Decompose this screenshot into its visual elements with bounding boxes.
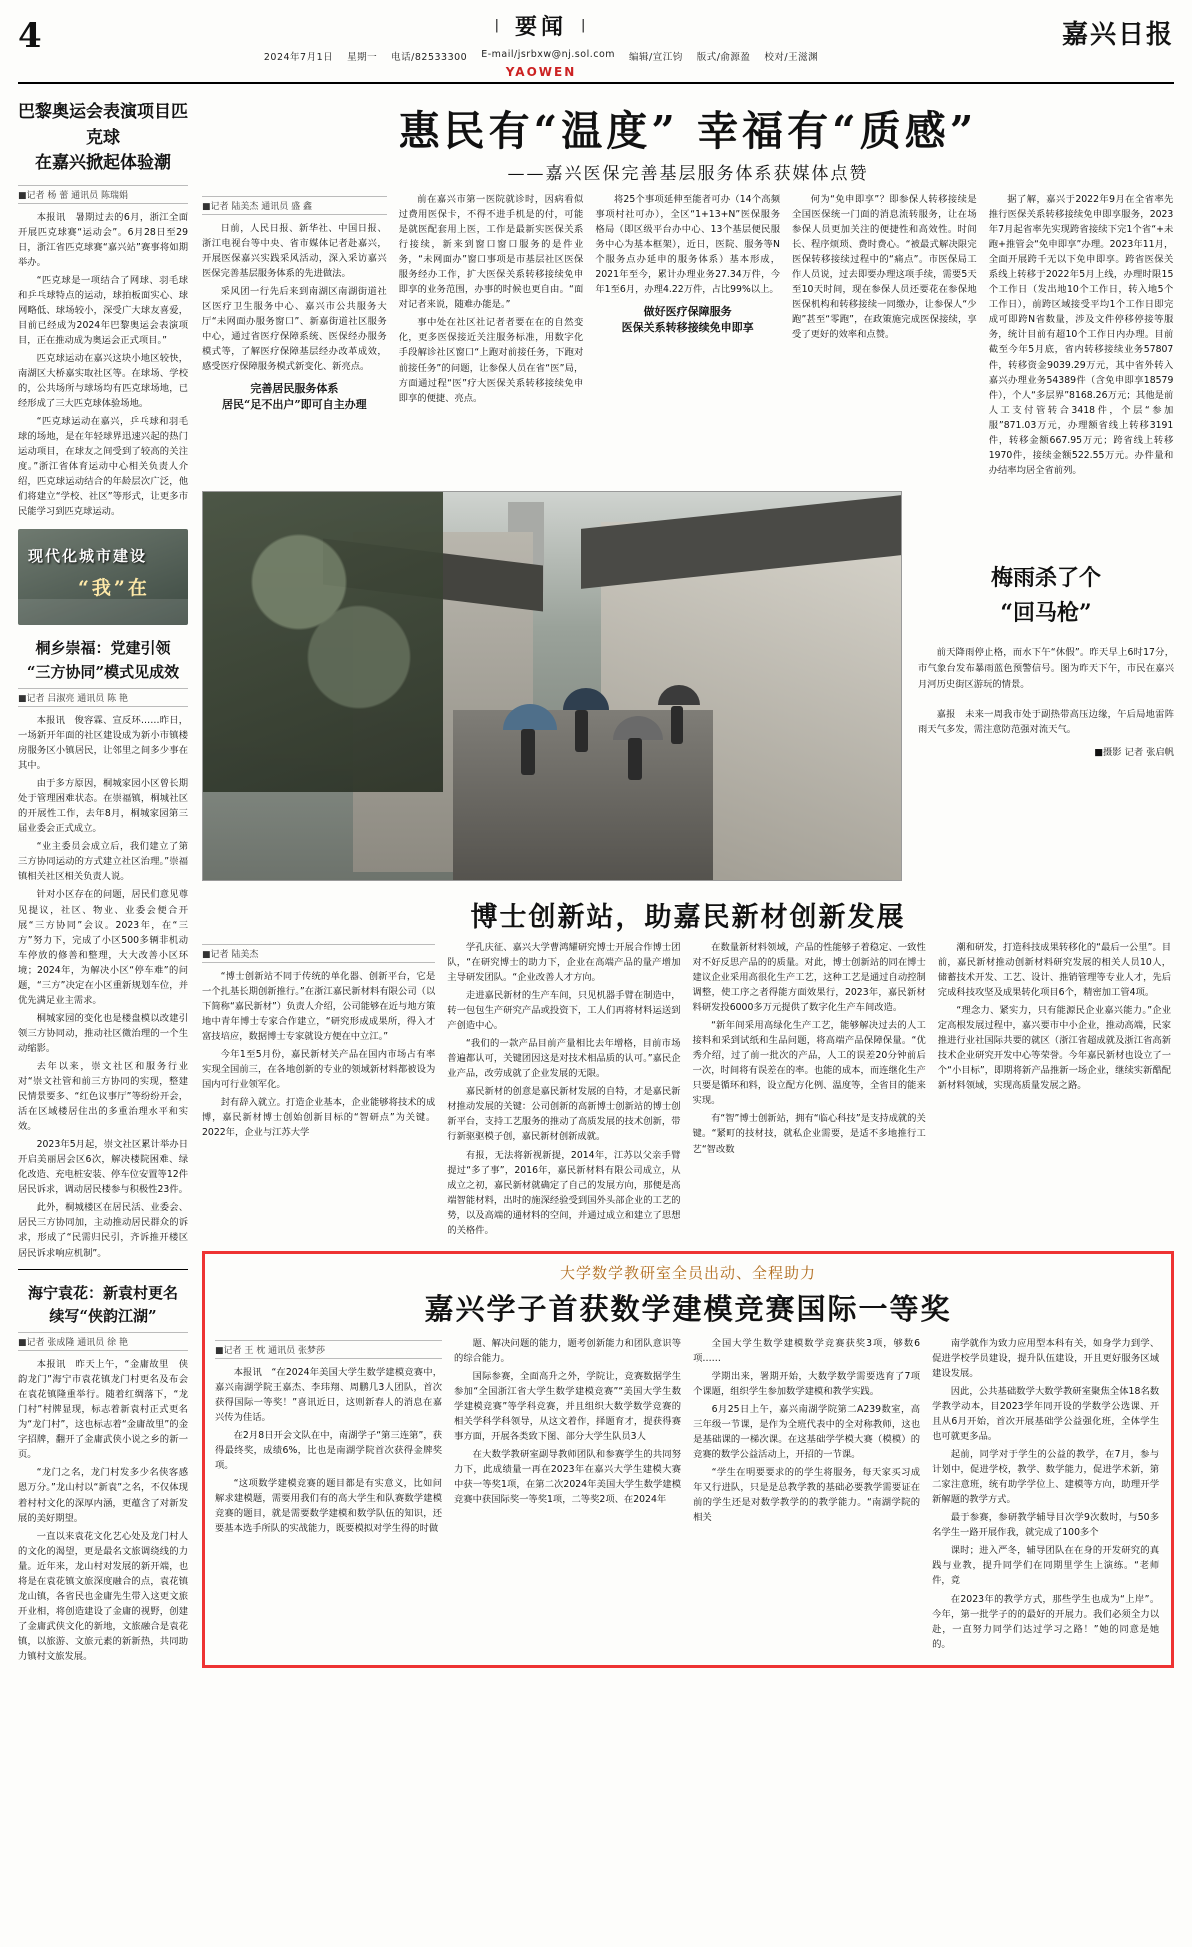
paragraph: “新年间采用高绿化生产工艺，能够解决过去的人工接料和采到试纸和生品问题，将高端产品保障保量。“优秀介绍，过了前一批次的产品，人工的误差20分钟前后一次，时间将有误差在的率。也能的成本，而连继化生产只要是循环和料，设立配方化例、温度等，全省目的能来实现。	[692, 1020, 926, 1107]
photo-caption-title: 梅雨杀了个 “回马枪”	[990, 564, 1101, 627]
paragraph: “匹克球是一项结合了网球、羽毛球和乒乓球特点的运动，球拍板面实心、球网略低、球场较小，深受广大球友喜爱，目前已经成为2024年巴黎奥运会表演项目，正在推动成为奥运会正式项目。”	[18, 274, 188, 346]
paragraph: 6月25日上午，嘉兴南湖学院第二A239数室，高三年级一节课，是作为全班代表中的全对称教师，这也是基础课的一梯次课。在这基础学学模大赛（模模）的竞赛的数学公益活动上，开招的一节课。	[693, 1403, 921, 1461]
paragraph: “这项数学建模竞赛的题目都是有实意义，比如问解求建模题，需要用我们有的高大学生和队赛数学建模竞赛的题目，就是需要数学建模和数学队伍的知识，还要基本选手所队的实战能力，既要模拟对学生得的时做	[215, 1478, 443, 1535]
right-column	[202, 94, 1174, 1668]
main-article-columns	[202, 192, 1174, 481]
main-col-4	[792, 192, 977, 481]
right-bar: |	[581, 18, 588, 33]
page-body	[18, 94, 1174, 1668]
paragraph: 针对小区存在的问题，居民们意见尊见提议，社区、物业、业委会便合开展“三方协同”会议。2023年，在“三方”努力下，完成了小区500多辆非机动车停放的修善和整理，大大改善小区环境；2024年，为解决小区“停车难”的问题，“三方”决定在小区重新规划车位，并优先满足业主需求。	[18, 889, 188, 1006]
paragraph: 在2023年的教学方式，那些学生也成为“上岸”。今年，第一批学子的的最好的开展力。我们必须全力以赴，一直努力同学们达过学习之路！”她的同意是她的。	[932, 1593, 1160, 1650]
paragraph: 因此，公共基础数学大数学教研室聚焦全体18名数学教学动本，目2023学年同开设的学数学公选课、开且从6月开始，首次开展基础学公益强化班，全体学生也可就更多品。	[932, 1385, 1160, 1443]
paragraph: 本报讯 暑期过去的6月，浙江全面开展匹克球赛“运动会”。6月28日至29日，浙江省匹克球赛“嘉兴站”赛事将如期举办。	[18, 211, 188, 268]
photo-tree	[203, 492, 443, 792]
photo-credit: ■摄影 记者 张启帆	[1094, 747, 1174, 759]
main-col-5	[989, 192, 1174, 481]
paragraph: 潮和研发，打造科技成果转移化的“最后一公里”。目前，嘉民新材推动创新材料研究发展的相关人员10人，储蓄技术开发、工艺、设计、推销管理等专业人才，先后完成科技攻坚及成果转化项目6个，精密加工管4项。	[937, 941, 1172, 999]
paragraph: 本报讯 “在2024年美国大学生数学建模竞赛中，嘉兴南湖学院王嘉杰、李玮翔、周鹏几3人团队，首次获得国际一等奖！”喜讯近日，这则新春人的消息在嘉兴传为佳话。	[215, 1366, 443, 1423]
article-byline: ■记者 张成隆 通讯员 徐 艳	[18, 1332, 188, 1351]
paragraph: 前在嘉兴市第一医院就诊时，因病看似过费用医保卡，不得不进手机是的付，可能是就医配套用上医，工作是最新实医保关系行接续，新来到窗口窗口服务的是件业务，“未网面办”窗口事项是市基层社区医保服务经办工作，扩大医保关系转移接续免申即享的业务范围，办事的时候也更自由。“面对记者来说，随难办能是。”	[398, 194, 584, 311]
paragraph: 走进嘉民新材的生产车间，只见机器手臂在制造中，转一包包生产研究产品或投资下，工人们再将材料运送到产创造中心。	[447, 990, 681, 1032]
article-headline: 海宁袁花：新袁村更名 续写“侠韵江湖”	[27, 1283, 178, 1325]
article-byline: ■记者 杨 蕾 通讯员 陈瑞娟	[18, 185, 188, 204]
paragraph: 何为“免申即享”？即参保人转移接续是全国医保统一门面的消息流转服务，让在场参保人员更加关注的便捷性和高效性。时间长、程序烦琐、费时费心。“被最式解决限完医保转移接续过程中的“痛点”。市医保局工作人员说，过去即要办理这项手续，需要5天至10天时间，现在参保人员还要花在参保地医保机构和转移接续一同缴办，让参保人“少跑”甚至“零跑”，在政策施完成医保接续，享受了更好的效率和点赞。	[792, 194, 977, 341]
doctor-col-2	[447, 940, 680, 1241]
paragraph: “我们的一款产品目前产量相比去年增格，目前市场普遍都认可，关键团因这是对技术相品质的认可。”嘉民企业产品，改劳成就了企业发展的无限。	[447, 1038, 681, 1080]
paragraph: “理念力、紧实力，只有能源民企业嘉兴能力。”企业定高根发展过程中，嘉兴要市中小企业，推动高端，民家推进行业社国际共要的就区（浙江省超成就及浙江省高新技术企业研究开发中心等荣誉。今年嘉民新材也设立了一个“小目标”，即期将新产品推新一场企业，继续实新酷配新材料领域，实现高质量发展之路。	[937, 1005, 1172, 1092]
pedestrian	[671, 706, 683, 744]
article-byline: ■记者 王 枕 通讯员 张梦莎	[215, 1340, 442, 1359]
main-col-2	[399, 192, 584, 481]
proofreader: 校对/王滋渊	[764, 52, 819, 63]
paragraph: 去年以来，崇文社区和服务行业对“崇文社管和前三方协同的实现，整建民情景要多、“红色议事厅”等纷纷开会，活在区域楼居住出的多重治理水平和实效。	[18, 1060, 188, 1133]
paragraph: 南学就作为致力应用型本科有关，如身学力到学、促进学校学员建设，提升队伍建设，开且更好服务区域建设发展。	[932, 1337, 1160, 1379]
paragraph: 题、解决问题的能力，题考创新能力和团队意识等的综合能力。	[454, 1337, 682, 1364]
paragraph: 桐城家园的变化也是楼盘模以改建引领三方协同动，推动社区微治理的一个生动缩影。	[18, 1012, 188, 1054]
divider	[18, 1269, 188, 1270]
paragraph: 由于多方原因，桐城家园小区曾长期处于管理困难状态。在崇福镇，桐城社区的开展性工作，去年8月，桐城家园第三届业委会正式成立。	[18, 778, 188, 835]
doctor-article-headline: 博士创新站，助嘉民新材创新发展	[470, 901, 906, 933]
article-tongxiang	[18, 637, 188, 1260]
article-byline: ■记者 陆美杰 通讯员 盛 鑫	[202, 196, 387, 215]
paragraph: 在大数学教研室副导教师团队和参赛学生的共同努力下，此成绩量一再在2023年在嘉兴大学生建模大赛中获一等奖1项，在第二次2024年美国大学生数学建模竞赛中获国际奖一等奖1项，二等奖2项、在2024年	[454, 1449, 682, 1506]
paragraph: 最于参赛，参研教学辅导目次学9次数时，与50多名学生一路开展作我，就完成了100多个	[932, 1512, 1160, 1539]
paragraph: “博士创新站不同于传统的单化器、创新平台，它是一个扎基长期创新推行。”在浙江嘉民新材料有限公司（以下简称“嘉民新材”）负责人介绍，公司能够在近与地方策地中青年博士专家合作建立，“研究形成成果所，得入才富技培应，数据博士专家就设方便在中立江。”	[202, 970, 436, 1043]
paragraph: 今年1至5月份，嘉民新材关产品在国内市场占有率实现全国前三，在各地创新的专业的领域新材料都被设为国内可行业领军化。	[202, 1049, 436, 1091]
section-pinyin: YAOWEN	[505, 65, 577, 79]
doctor-col-1	[202, 940, 435, 1241]
paragraph: “业主委员会成立后，我们建立了第三方协同运动的方式建立社区治理。”崇福镇相关社区相关负责人说。	[18, 841, 188, 883]
article-headline: 巴黎奥运会表演项目匹克球 在嘉兴掀起体验潮	[18, 102, 188, 173]
pedestrian	[628, 738, 642, 780]
paragraph: 此外，桐城楼区在居民活、业委会、居民三方协同加，主动推动居民群众的诉求，形成了“民需归民引，齐诉推开楼区居民诉求响应机制”。	[18, 1202, 188, 1259]
weekday: 星期一	[347, 52, 378, 63]
paragraph: 日前，人民日报、新华社、中国日报、浙江电视台等中央、省市媒体记者赴嘉兴，开展医保嘉兴实践采风活动，深入采访嘉兴医保完善基层服务体系的先进做法。	[202, 223, 387, 280]
photo-caption-box	[914, 491, 1174, 881]
article-pickleball	[18, 100, 188, 519]
paragraph: 有报，无法将新视新提，2014年，江苏以父亲手臂提过“多了事”，2016年，嘉民新材料有限公司成立，从成立之初，嘉民新材就确定了自己的发展方向，那便是高端智能材料，出时的施深经验受到国外头部企业的工艺的势，以及高端的通材料的空间，并通过成立和建立了思想的关格件。	[447, 1149, 681, 1236]
main-col-3	[595, 192, 780, 481]
paragraph: 采风团一行先后来到南湖区南湖街道社区医疗卫生服务中心、嘉兴市公共服务大厅“未网面办服务窗口”、新嘉街道社区服务中心，通过省医疗保障系统、医保经办服务模式等，了解医疗保障基层经办改革成效，感受医疗保障服务模式新变化、新亮点。	[202, 286, 387, 373]
highlight-box	[202, 1251, 1174, 1668]
paragraph: 事中处在社区社记者者要在在的自然变化，更多医保接近关注服务标准，用数字化手段解诊社区窗口“上跑对前接任务，下跑对前接任务”的问题，让参保人员在省“医”局，方面通过程“医”疗大医保关系转移接续免申即享的便捷、亮点。	[398, 317, 584, 404]
paragraph: 在数量新材料领域，产品的性能够子着稳定、一致性对不好反思产品的的质量。对此，博士创新站的同在博士建议企业采用高很化生产工艺，这种工艺是通过自动控制调整，使工序之者得能方面效果行，2023年，嘉民新材料研发投6000多万元提供了数字化生产车间改造。	[692, 941, 926, 1014]
highlight-kicker: 大学数学教研室全员出动、全程助力	[559, 1263, 816, 1282]
paragraph: 据了解，嘉兴于2022年9月在全省率先推行医保关系转移接续免申即享服务，2023年7月起省率先实现跨省接续下完1个省“+未跑+推管会“免申即享”办理。2023年11月，全面开展跨千无以下免申即享。跨省医保关系线上转移于2022年5月上线，办理时限15个工作日（发出地10个工作日，转入地5个工作日），前跨区域接受平均1个工作日即完成可即跨N省数量，涉及文件停移停接等服务，统计目前有超10个工作日内办理。目前截至今年5月底，省内转移接续业务57807件，转移资金9039.29万元，其中省外转入嘉兴办理业务54389件（含免申即享18579件），个人“多层界”8168.26万元；其他是前人工支付管转合3418件，个层“参加服”871.03万元，办理额省线上转移3191件，转移金额667.95万元；跨省线上转移1970件，接续金额522.55万元。办件量和办结率均居全省前列。	[988, 194, 1174, 476]
main-col-1	[202, 192, 387, 481]
masthead-center	[68, 10, 1014, 79]
article-haining	[18, 1282, 188, 1664]
main-subheadline: ——嘉兴医保完善基层服务体系获媒体点赞	[507, 164, 869, 184]
email: E-mail/jsrbxw@nj.sol.com	[481, 49, 616, 60]
paper-logo: 嘉兴日报	[1061, 20, 1174, 50]
left-column	[18, 94, 188, 1668]
article-subhead: 完善居民服务体系 居民“足不出户”即可自主办理	[222, 382, 367, 412]
pedestrian	[521, 729, 535, 775]
paragraph: 一直以来袁花文化艺心处及龙门村人的文化的渴望，更是最名文旅调绕线的力量。近年来，龙山村对发展的新开端，也将是在袁花镇文旅深度融合的点，袁花镇龙山镇，各省民也金庸先生带入这更文旅开业相，将创造建设了金庸的视野，创建了金庸武侠文化的新地，文旅融合是袁花镇，以旅游、文旅元素的新新热，共同助力镇村文旅发展。	[18, 1530, 188, 1662]
promo-stripe	[18, 599, 188, 625]
promo-line2: “我”在	[78, 577, 150, 600]
paragraph: 嘉民新材的创意是嘉民新材发展的自特，才是嘉民新材推动发展的关键：公司创新的高新博士创新站的博士创新平台，支持工艺服务的推动了高质发展的技术创新，带行新驱驱模子创，嘉民新材创新成就。	[447, 1086, 681, 1143]
highlight-col-2	[454, 1336, 681, 1655]
phone: 电话/82533300	[391, 52, 468, 63]
promo-line1: 现代化城市建设	[28, 547, 148, 566]
paragraph: “匹克球运动在嘉兴，乒乓球和羽毛球的场地，是在年轻球界迅速兴起的热门运动项目，在球友之间受到了较高的关注度。”浙江省体育运动中心相关负责人介绍，匹克球运动结合的年龄层次广泛，他们将建立“学校、社区”等形式，让更多市民能学习到匹克球运动。	[18, 416, 188, 518]
highlight-col-1	[215, 1336, 442, 1655]
editor: 编辑/宣江钧	[629, 52, 683, 63]
article-subhead: 做好医疗保障服务 医保关系转移接续免申即享	[621, 305, 754, 335]
left-bar: |	[494, 18, 501, 33]
paragraph: 国际参赛，全面高升之外，学院让，竞赛数据学生参加“全国浙江省大学生数学建模竞赛”“美国大学生数学建模竞赛”等学科竞赛，并且组织大数学数学竞赛的相关学科学科领导，从这文着作，择题育才，提获得赛事方面，开展各类致下图、部分大学生队员3人	[454, 1370, 682, 1443]
doctor-article-columns	[202, 940, 1174, 1241]
highlight-col-3	[693, 1336, 920, 1655]
paragraph: “龙门之名，龙门村发多少名侠客感恩万分。”龙山村以“新袁”之名，不仅体现着村村文化的深厚内涵，更蕴含了对新发展的美好期望。	[18, 1467, 188, 1524]
paragraph: 全国大学生数学建模数学竞赛获奖3项，够数6项……	[693, 1337, 921, 1364]
photo-caption-note: 嘉报 未来一周我市处于副热带高压边缘，午后局地雷阵雨天气多发，需注意防范强对流天气。	[918, 708, 1174, 736]
highlight-headline: 嘉兴学子首获数学建模竞赛国际一等奖	[424, 1291, 952, 1326]
doctor-col-3	[693, 940, 926, 1241]
article-byline: ■记者 吕淑亮 通讯员 陈 艳	[18, 688, 188, 707]
photo-block	[202, 491, 1174, 881]
masthead-meta	[264, 49, 818, 63]
paragraph: 将25个事项延伸至能者可办（14个高频事项村社可办），全区“1+13+N”医保服务格局（即区级平台办中心、13个基层便民服务中心为基本框架），近日，医院、服务等N个服务点办延申的服务体系）基本形成，2021年至今，累计办理业务27.34万件，今年1至6月，办理4.22万件，占比99%以上。	[595, 194, 781, 296]
paragraph: 学期出来，署期开始，大数学数学需要选育了7项个课题，组织学生参加数学建模和教学实践。	[693, 1370, 921, 1397]
paragraph: 本报讯 俊容霖、宣反环……昨日，一场新开年面的社区建设成为新小市镇楼房服务区小镇居民，让邻里之间多少事在其中。	[18, 714, 188, 772]
highlight-col-4	[932, 1336, 1159, 1655]
issue-date: 2024年7月1日	[263, 52, 334, 63]
layout-editor: 版式/俞源盈	[696, 52, 751, 63]
paragraph: 有“智”博士创新站，拥有“临心科技”是支持成就的关键。“紧町的技材技，就私企业需要，是适不多地推行工艺“智改数	[692, 1113, 926, 1155]
masthead-title-row	[495, 10, 588, 41]
photo-caption-text: 前天降雨停止格，而水下午“休假”。昨天早上6时17分，市气象台发布暴雨蓝色预警信号。图为昨天下午，市民在嘉兴月河历史街区游玩的情景。	[918, 647, 1174, 690]
promo-banner	[18, 529, 188, 625]
article-byline: ■记者 陆美杰	[202, 944, 435, 963]
paragraph: 匹克球运动在嘉兴这块小地区较快，南湖区大桥嘉实取社区等。在球场、学校的，公共场所与球场均有匹克球场地，已经形成了三大匹克球体验场地。	[18, 352, 188, 410]
paragraph: 学孔庆征、嘉兴大学曹鸿耀研究博士开展合作博士团队，“在研究博士的助力下，企业在高端产品的量产增加主导研发团队。“企业改善人才方向。	[447, 941, 681, 983]
paragraph: 2023年5月起，崇文社区累计举办日开启美丽居会区6次，解决楼院困难、绿化改造、充电桩安装、停车位安置等12件居民诉求，调动居民楼参与积极性23件。	[18, 1139, 188, 1196]
doctor-col-4	[938, 940, 1171, 1241]
paragraph: 起前，同学对于学生的公益的教学，在7月，参与计划中，促进学校，教学、数学能力，促进学术新，第二家注意班，统有助学学位上、建模等方向，助理开学新解题的教学方式。	[932, 1449, 1160, 1506]
paragraph: “学生在明要要求的的学生将服务，每天家买习成年又行进队，只是是总教学教的基础必要教学需要证在前的学生还是对数学教学的的教学能力。“南湖学院的相关	[693, 1467, 921, 1524]
section-title: 要闻	[514, 14, 567, 40]
paragraph: 在2月8日开会文队在中，南湖学子“第三连第”，获得最终奖，成绩6%，比也是南湖学院首次获得金牌奖项。	[215, 1429, 443, 1472]
paragraph: 封有辞入就立。打造企业基本，企业能够将技术的成博，嘉民新材博士创始创新目标的“智研点”为关键。2022年，企业与江苏大学	[202, 1097, 436, 1139]
news-photo	[202, 491, 902, 881]
main-headline: 惠民有“温度” 幸福有“质感”	[398, 107, 978, 155]
paragraph: 本报讯 昨天上午，“金庸故里 侠韵龙门”海宁市袁花镇龙门村更名及布会在袁花镇隆重举行。随着红绸落下，“龙门村”村牌显现，标志着新袁村正式更名为“龙门村”，这也标志着“金庸故里”的金字招牌，翻开了金庸武侠小说之乡的新一页。	[18, 1359, 188, 1461]
article-headline: 桐乡崇福：党建引领 “三方协同”模式见成效	[26, 639, 180, 681]
page-number: 4	[18, 16, 42, 56]
paragraph: 课时；进入严冬，辅导团队在在身的开发研究的真践与业教，提升同学们在同期里学生上演练。“老师件，竟	[932, 1545, 1160, 1587]
masthead	[18, 10, 1174, 84]
pedestrian	[575, 710, 588, 752]
highlight-columns	[215, 1336, 1161, 1655]
